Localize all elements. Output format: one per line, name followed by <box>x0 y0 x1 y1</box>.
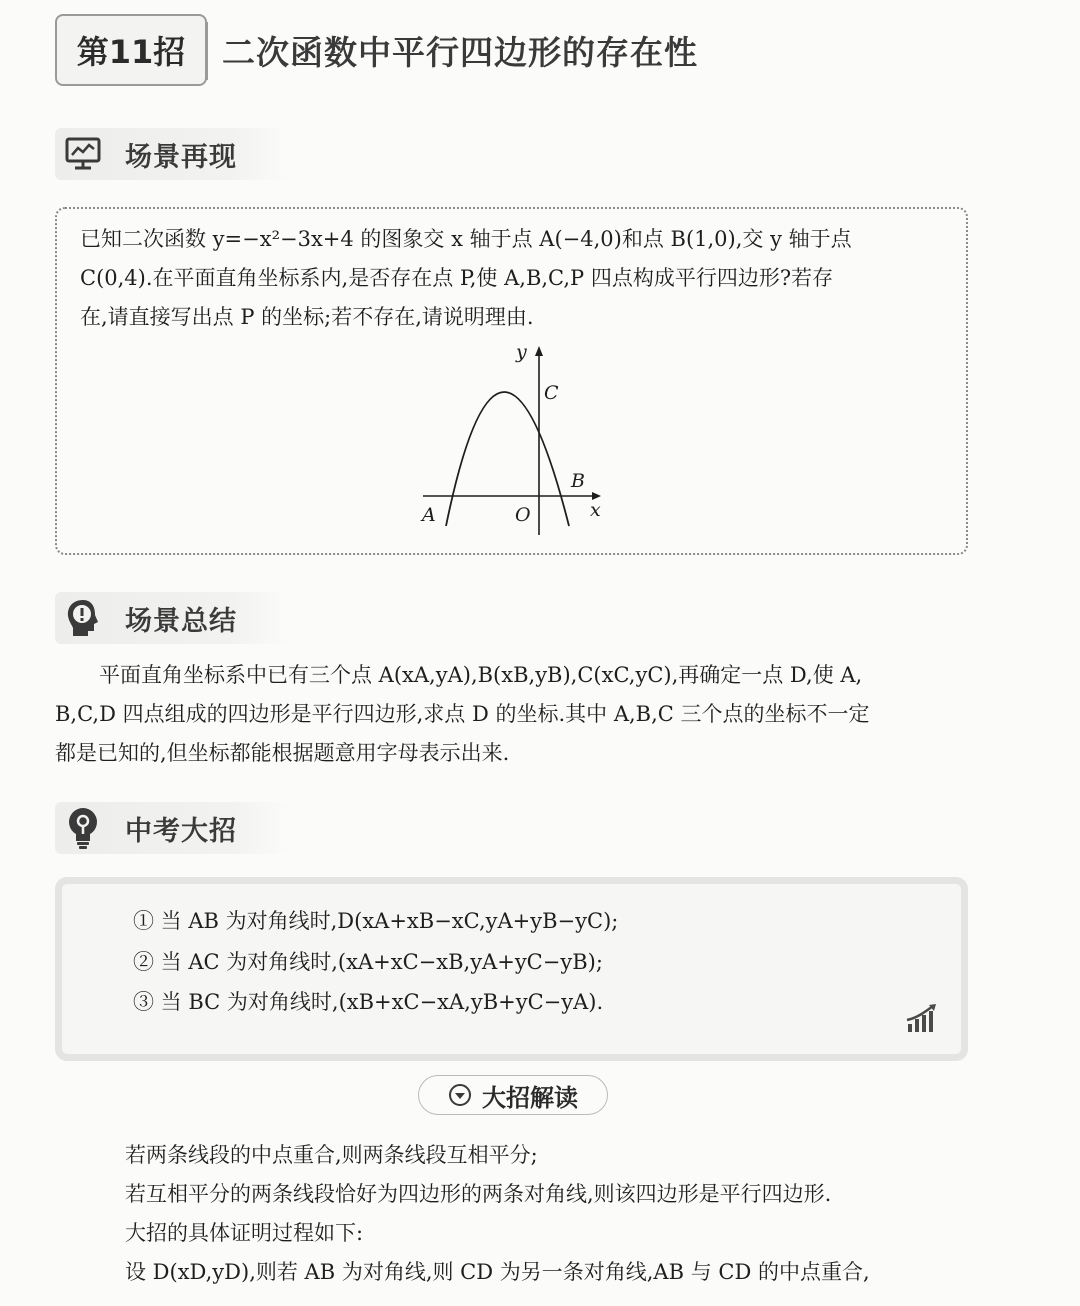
parabola-graph <box>415 340 615 540</box>
section-label: 中考大招 <box>125 815 237 847</box>
section-label: 场景再现 <box>125 141 237 173</box>
summary-text <box>55 656 975 773</box>
move-case-3: ③ 当 BC 为对角线时,(xB+xC−xA,yB+yC−yA). <box>133 990 604 1014</box>
label-origin: O <box>515 504 531 526</box>
parabola-curve <box>446 392 569 526</box>
interpretation-pill <box>418 1075 608 1115</box>
scene-line-3: 在,请直接写出点 P 的坐标;若不存在,请说明理由. <box>80 305 534 329</box>
summary-line-2: B,C,D 四点组成的四边形是平行四边形,求点 D 的坐标.其中 A,B,C 三个点的坐标不一定 <box>55 702 870 726</box>
monitor-chart-icon <box>63 134 103 174</box>
growth-chart-icon <box>905 1002 939 1034</box>
interp-line-1: 若两条线段的中点重合,则两条线段互相平分; <box>125 1143 538 1167</box>
head-idea-icon <box>63 598 103 638</box>
move-case-1: ① 当 AB 为对角线时,D(xA+xB−xC,yA+yB−yC); <box>133 909 619 933</box>
section-heading-scene <box>55 128 290 180</box>
move-case-2: ② 当 AC 为对角线时,(xA+xC−xB,yA+yC−yB); <box>133 950 603 974</box>
scene-line-1: 已知二次函数 y=−x²−3x+4 的图象交 x 轴于点 A(−4,0)和点 B(1,0),交 y 轴于点 <box>80 227 852 251</box>
section-label: 场景总结 <box>125 605 237 637</box>
label-point-a: A <box>422 504 436 526</box>
chevron-down-circle-icon <box>448 1083 472 1107</box>
label-x: x <box>590 499 601 521</box>
interpretation-label: 大招解读 <box>482 1083 578 1112</box>
section-heading-summary <box>55 592 290 644</box>
chapter-divider <box>206 22 208 80</box>
interp-line-2: 若互相平分的两条线段恰好为四边形的两条对角线,则该四边形是平行四边形. <box>125 1182 832 1206</box>
y-axis-arrow <box>535 346 543 356</box>
interp-line-4: 设 D(xD,yD),则若 AB 为对角线,则 CD 为另一条对角线,AB 与 CD 的中点重合, <box>125 1260 870 1284</box>
scene-line-2: C(0,4).在平面直角坐标系内,是否存在点 P,使 A,B,C,P 四点构成平行四边形?若存 <box>80 266 834 290</box>
label-y: y <box>516 341 527 363</box>
label-point-c: C <box>544 382 559 404</box>
chapter-title: 二次函数中平行四边形的存在性 <box>222 32 698 72</box>
summary-line-1: 平面直角坐标系中已有三个点 A(xA,yA),B(xB,yB),C(xC,yC),再确定一点 D,使 A, <box>99 663 863 687</box>
interp-line-3: 大招的具体证明过程如下: <box>125 1221 364 1245</box>
lightbulb-icon <box>63 808 103 848</box>
section-heading-move <box>55 802 290 854</box>
scene-text <box>80 220 960 337</box>
chapter-badge: 第11招 <box>55 14 207 86</box>
summary-line-3: 都是已知的,但坐标都能根据题意用字母表示出来. <box>55 741 510 765</box>
label-point-b: B <box>571 470 585 492</box>
interpretation-text <box>125 1136 1025 1292</box>
